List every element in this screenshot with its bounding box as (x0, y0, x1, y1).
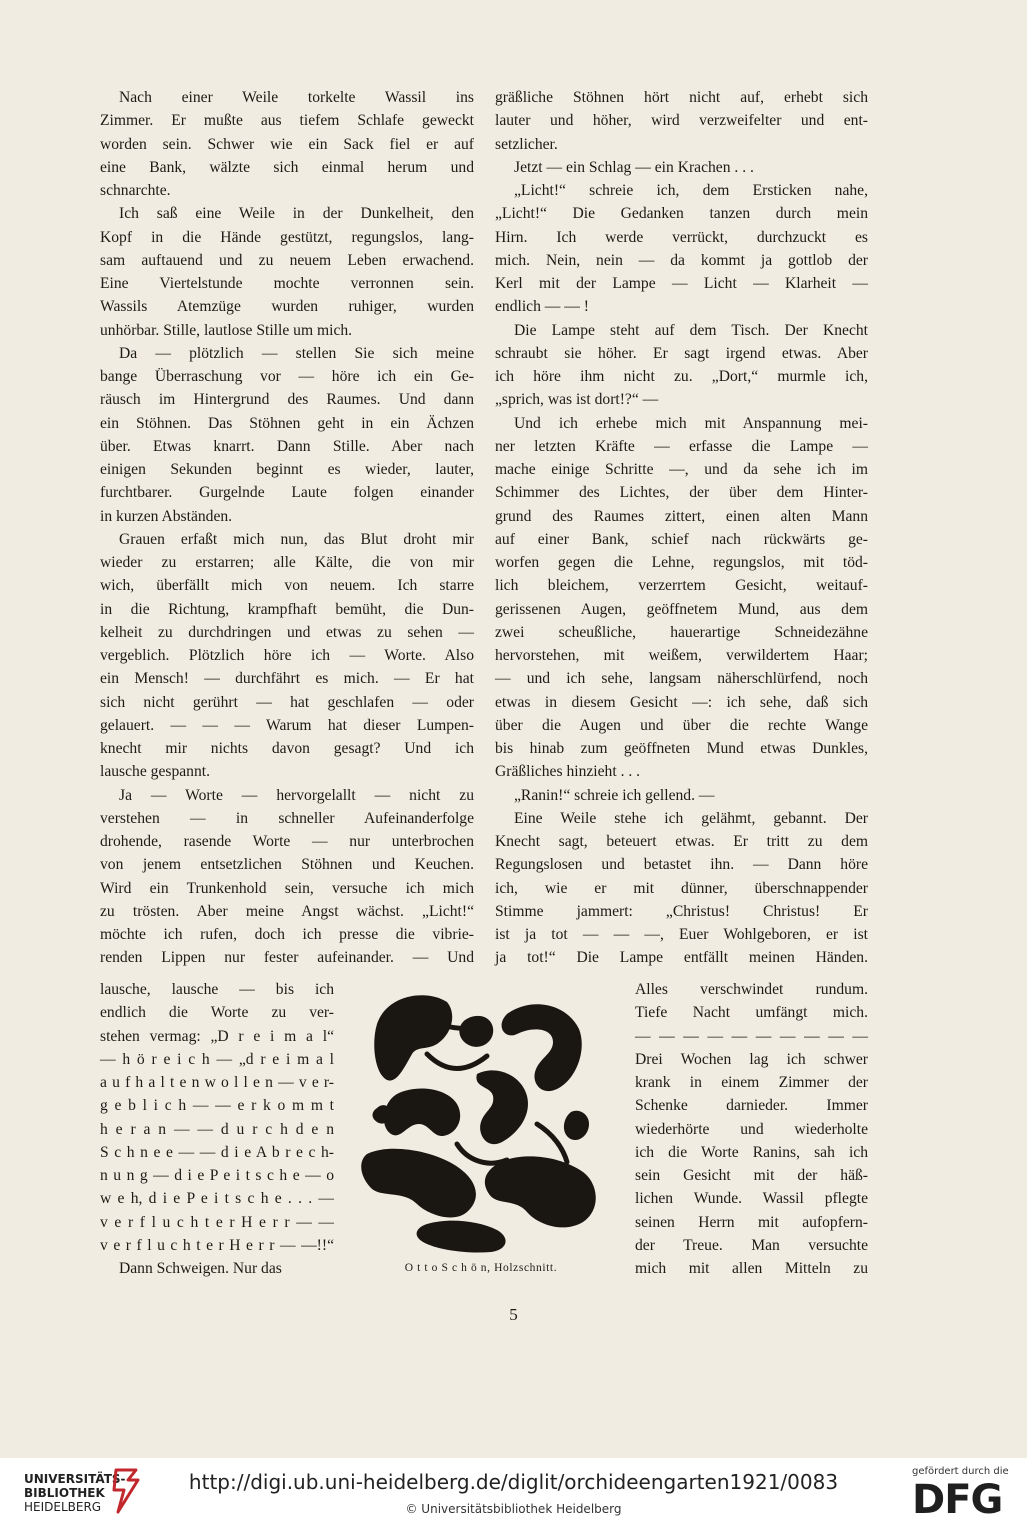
text-line: sich nicht gerührt — hat geschlafen — oder (100, 693, 474, 711)
text-line: möchte ich rufen, doch ich presse die vibrie- (100, 926, 474, 943)
text-column-left (100, 86, 474, 970)
text-line: S c h n e e — — d i e A b r e c h- (100, 1143, 334, 1161)
text-line: Kerl mit der Lampe — Licht — Klarheit — (495, 275, 868, 292)
text-line: drohende, rasende Worte — nur unterbrochen (100, 833, 474, 850)
text-line: schnarchte. (100, 182, 171, 199)
text-line: bis hinab zum geöffneten Mund etwas Dunkles, (495, 740, 868, 757)
text-line: in kurzen Abständen. (100, 507, 233, 525)
text-line: mich. Nein, nein — da kommt ja gottlob der (495, 251, 868, 269)
text-line: Gräßliches hinzieht . . . (495, 763, 641, 781)
text-line: Alles verschwindet rundum. (635, 981, 868, 998)
dfg-logo: DFG (912, 1477, 1003, 1523)
text-line: h e r a n — — d u r c h d e n (100, 1120, 334, 1138)
text-line: gräßliche Stöhnen hört nicht auf, erhebt sich (495, 89, 868, 106)
text-line: verstehen — in schneller Aufeinanderfolge (100, 809, 474, 827)
text-line: Schimmer des Lichtes, der über dem Hinter- (495, 484, 868, 502)
text-line: g e b l i c h — — e r k o m m t (100, 1097, 334, 1115)
text-line: ich höre ihm nicht zu. „Dort,“ murmle ich, (495, 368, 868, 385)
text-line: lausche gespannt. (100, 763, 210, 781)
text-line: lauter und höher, wird verzweifelter und ent- (495, 112, 868, 130)
text-line: — und ich sehe, langsam näherschlürfend, noch (495, 670, 868, 688)
text-line: lausche, lausche — bis ich (100, 981, 334, 998)
text-line: n u n g — d i e P e i t s c h e — o (100, 1167, 334, 1184)
text-line: von jenem entsetzlichen Stöhnen und Keuchen. (100, 856, 474, 874)
text-line: eine Bank, wälzte sich einmal herum und (100, 158, 474, 176)
text-line: sam auftauend und zu neuem Leben erwachend. (100, 251, 474, 269)
text-line: Dann Schweigen. Nur das (119, 1260, 282, 1277)
text-line: stehen vermag: „D r e i m a l“ (100, 1027, 334, 1045)
text-line: auf einer Bank, schief nach rückwärts ge- (495, 530, 868, 548)
text-line: v e r f l u c h t e r H e r r — — (100, 1213, 334, 1231)
text-line: sein Gesicht mit der häß- (635, 1167, 868, 1184)
text-line: Grauen erfaßt mich nun, das Blut droht mir (119, 530, 474, 548)
illustration-caption: O t t o S c h ö n, Holzschnitt. (404, 1262, 558, 1274)
text-column-left-wrap (100, 978, 334, 1280)
text-line: Eine Viertelstunde mochte verronnen sein. (100, 275, 474, 292)
text-line: knecht mir nichts davon gesagt? Und ich (100, 740, 474, 757)
text-line: endlich die Worte zu ver- (100, 1004, 334, 1022)
text-line: Drei Wochen lag ich schwer (635, 1050, 868, 1068)
institution-line-3: HEIDELBERG (24, 1500, 102, 1514)
text-line: in die Richtung, krampfhaft bemüht, die Dun- (100, 600, 474, 618)
sponsor-text: gefördert durch die (912, 1466, 1009, 1477)
text-line: Regungslosen und betastet ihn. — Dann höre (495, 856, 868, 874)
text-line: der Treue. Man versuchte (635, 1236, 868, 1254)
text-line: „Ranin!“ schreie ich gellend. — (514, 786, 715, 804)
text-line: gelauert. — — — Warum hat dieser Lumpen- (100, 716, 474, 734)
text-line: über. Etwas knarrt. Dann Stille. Aber nach (100, 437, 474, 455)
text-line: zwei scheußliche, hauerartige Schneidezähne (495, 623, 868, 641)
text-line: endlich — — ! (495, 298, 589, 316)
text-line: Knecht sagt, beteuert etwas. Er tritt zu dem (495, 833, 868, 850)
text-line: mache einige Schritte —, und da sehe ich im (495, 461, 868, 478)
text-line: räusch im Hintergrund des Raumes. Und dann (100, 391, 474, 409)
text-line: v e r f l u c h t e r H e r r — —!!“ (100, 1236, 334, 1254)
text-line: ja tot!“ Die Lampe entfällt meinen Händen. (495, 949, 868, 967)
text-line: Tiefe Nacht umfängt mich. (635, 1004, 868, 1022)
text-line: Wird ein Trunkenhold sein, versuche ich mich (100, 879, 474, 897)
text-line: Zimmer. Er mußte aus tiefem Schlafe geweckt (100, 112, 474, 130)
text-line: Da — plötzlich — stellen Sie sich meine (119, 344, 474, 362)
text-line: ich, wie er mit dünner, überschnappender (495, 879, 868, 897)
text-line: Schenke darnieder. Immer (635, 1097, 868, 1115)
digitization-footer (0, 1458, 1027, 1530)
text-line: ich die Worte Ranins, sah ich (635, 1143, 868, 1161)
text-line: Wassils Atemzüge wurden ruhiger, wurden (100, 298, 474, 316)
text-line: — h ö r e i c h — „d r e i m a l (100, 1050, 334, 1068)
text-line: Stimme jammert: „Christus! Christus! Er (495, 902, 868, 920)
text-line: Hirn. Ich werde verrückt, durchzuckt es (495, 228, 868, 246)
text-line: krank in einem Zimmer der (635, 1074, 868, 1091)
text-line: „sprich, was ist dort!?“ — (495, 391, 659, 409)
text-line: kelheit zu durchdringen und etwas zu sehen — (100, 623, 474, 641)
text-column-right-wrap (635, 978, 868, 1280)
text-line: Ich saß eine Weile in der Dunkelheit, den (119, 205, 474, 223)
text-line: Und ich erhebe mich mit Anspannung mei- (514, 414, 868, 432)
text-line: bange Überraschung vor — höre ich ein Ge- (100, 368, 474, 385)
text-line: — — — — — — — — — — (635, 1027, 868, 1045)
text-line: Kopf in die Hände gestützt, regungslos, lang- (100, 228, 474, 246)
text-line: Nach einer Weile torkelte Wassil ins (119, 89, 474, 106)
institution-line-2: BIBLIOTHEK (24, 1486, 105, 1500)
text-line: worden sein. Schwer wie ein Sack fiel er auf (100, 135, 474, 153)
source-url-link[interactable]: http://digi.ub.uni-heidelberg.de/diglit/orchideengarten1921/0083 (188, 1470, 839, 1494)
text-line: wiederhörte und wiederholte (635, 1120, 868, 1138)
text-line: „Licht!“ schreie ich, dem Ersticken nahe, (514, 182, 868, 199)
text-line: schraubt sie höher. Er sagt irgend etwas. Aber (495, 344, 868, 362)
text-line: seinen Herrn mit aufopfern- (635, 1213, 868, 1231)
text-line: setzlicher. (495, 135, 558, 153)
text-line: über die Augen und über die rechte Wange (495, 716, 868, 734)
institution-line-1: UNIVERSITÄTS- (24, 1472, 126, 1486)
text-line: lich bleichem, verzerrtem Gesicht, weitauf- (495, 577, 868, 595)
text-line: wieder zu erstarren; alle Kälte, die von mir (100, 554, 474, 571)
woodcut-illustration (357, 984, 605, 1254)
text-line: mich mit allen Mitteln zu (635, 1260, 868, 1277)
text-line: worfen gegen die Lehne, regungslos, mit töd- (495, 554, 868, 571)
text-line: Eine Weile stehe ich gelähmt, gebannt. Der (514, 809, 868, 827)
text-line: ein Mensch! — durchfährt es mich. — Er hat (100, 670, 474, 688)
text-line: ner letzten Kräfte — erfasse die Lampe — (495, 437, 868, 455)
text-line: w e h, d i e P e i t s c h e . . . — (100, 1190, 334, 1208)
text-line: Die Lampe steht auf dem Tisch. Der Knecht (514, 321, 868, 339)
text-line: wich, überfällt mich von neuem. Ich starre (100, 577, 474, 595)
text-line: lichen Wunde. Wassil pflegte (635, 1190, 868, 1208)
text-column-right (495, 86, 868, 970)
text-line: einigen Sekunden beginnt es wieder, lauter, (100, 461, 474, 478)
text-line: vergeblich. Plötzlich höre ich — Worte. Also (100, 647, 474, 664)
text-line: gerissenen Augen, geöffnetem Mund, aus dem (495, 600, 868, 618)
text-line: furchtbarer. Gurgelnde Laute folgen einander (100, 484, 474, 502)
text-line: unhörbar. Stille, lautlose Stille um mich. (100, 321, 353, 339)
text-line: hervorstehen, mit weißem, verwildertem Haar; (495, 647, 868, 664)
text-line: etwas in diesem Gesicht —: ich sehe, daß sich (495, 693, 868, 711)
text-line: a u f h a l t e n w o l l e n — v e r- (100, 1074, 334, 1091)
text-line: Jetzt — ein Schlag — ein Krachen . . . (514, 158, 754, 176)
page-number: 5 (509, 1305, 518, 1324)
text-line: ein Stöhnen. Das Stöhnen geht in ein Ächzen (100, 414, 474, 432)
copyright-notice: © Universitätsbibliothek Heidelberg (405, 1502, 622, 1516)
text-line: renden Lippen nur fester aufeinander. — Und (100, 949, 474, 967)
text-line: grund des Raumes zittert, einen alten Mann (495, 507, 868, 525)
text-line: zu trösten. Aber meine Angst wächst. „Licht!“ (100, 902, 474, 920)
text-line: „Licht!“ Die Gedanken tanzen durch mein (495, 205, 868, 223)
text-line: Ja — Worte — hervorgelallt — nicht zu (119, 786, 474, 804)
text-line: ist ja tot — — —, Euer Wohlgeboren, er ist (495, 926, 868, 943)
